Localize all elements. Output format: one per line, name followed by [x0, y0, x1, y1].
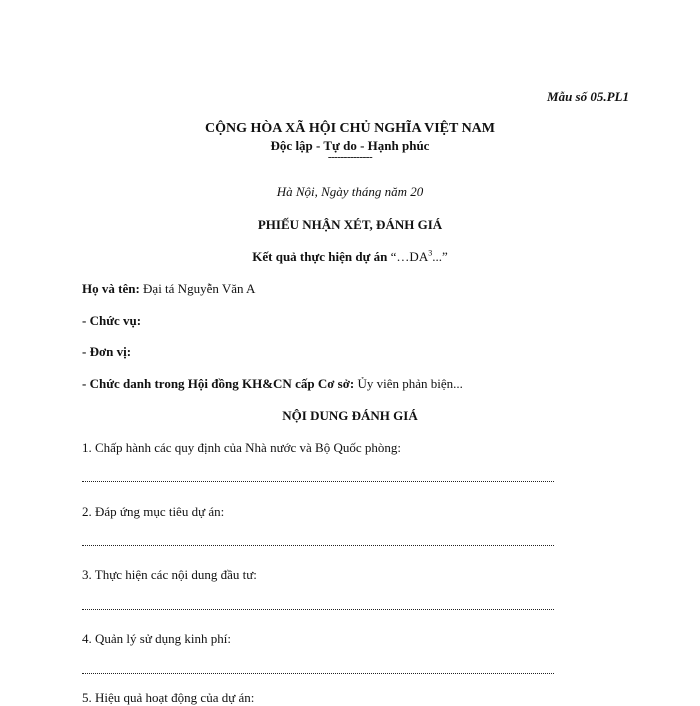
country-name: CỘNG HÒA XÃ HỘI CHỦ NGHĨA VIỆT NAM — [204, 121, 495, 136]
answer-line — [82, 609, 554, 610]
document-title: PHIẾU NHẬN XÉT, ĐÁNH GIÁ — [257, 217, 443, 232]
position-label: - Chức vụ: — [82, 313, 142, 328]
form-number: Mẫu số 05.PL1 — [547, 89, 629, 104]
unit-label: - Đơn vị: — [82, 344, 132, 359]
motto-separator: -------------- — [327, 151, 373, 163]
name-label: Họ và tên: — [82, 281, 140, 296]
national-motto: Độc lập - Tự do - Hạnh phúc — [270, 138, 430, 153]
answer-line — [82, 673, 554, 674]
council-role-value: Ủy viên phản biện... — [357, 376, 463, 391]
answer-line — [82, 545, 554, 546]
document-subtitle — [0, 249, 700, 265]
place-date: Hà Nội, Ngày tháng năm 20 — [276, 184, 424, 199]
council-role-row — [82, 376, 463, 392]
name-value: Đại tá Nguyễn Văn A — [143, 281, 256, 296]
evaluation-item: 2. Đáp ứng mục tiêu dự án: — [82, 504, 225, 519]
evaluation-item: 3. Thực hiện các nội dung đầu tư: — [82, 567, 257, 582]
subtitle-value: “$\dots DA^3$...” — [390, 248, 448, 264]
evaluation-item: 4. Quản lý sử dụng kinh phí: — [82, 631, 231, 646]
name-row — [82, 281, 255, 297]
section-title: NỘI DUNG ĐÁNH GIÁ — [282, 408, 418, 423]
council-role-label: - Chức danh trong Hội đồng KH&CN cấp Cơ sở: — [82, 376, 355, 391]
subtitle-label: Kết quả thực hiện dự án — [252, 249, 388, 264]
evaluation-item: 5. Hiệu quả hoạt động của dự án: — [82, 690, 255, 705]
evaluation-item: 1. Chấp hành các quy định của Nhà nước và Bộ Quốc phòng: — [82, 440, 401, 455]
answer-line — [82, 481, 554, 482]
